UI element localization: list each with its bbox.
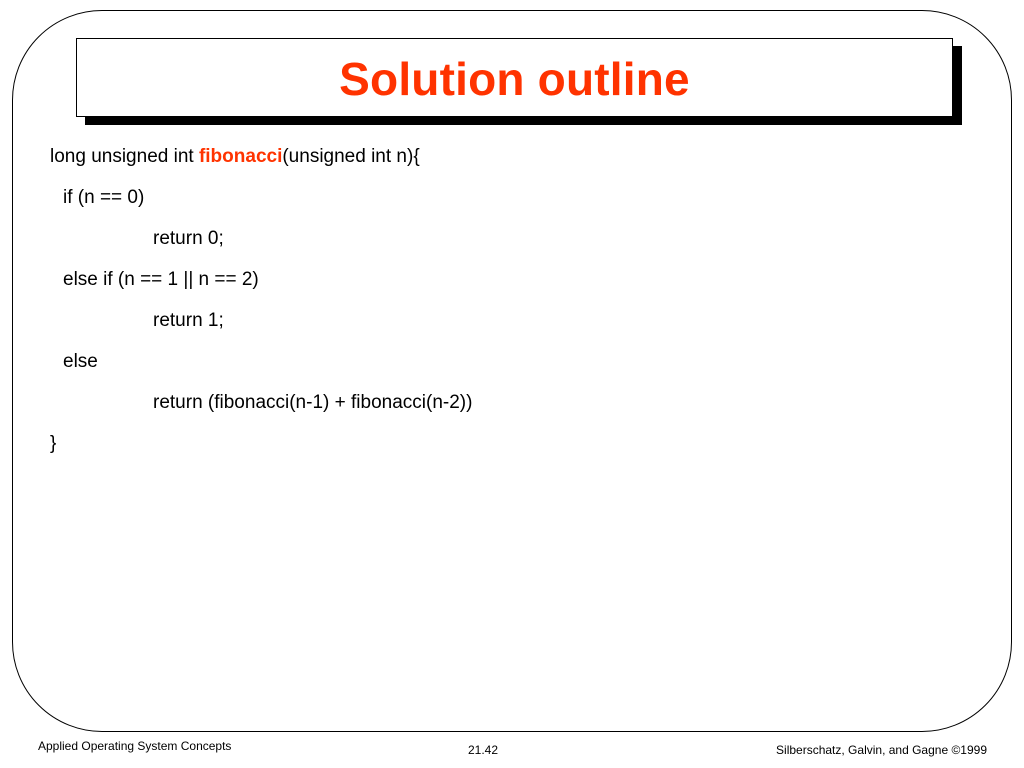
code-block [50, 140, 950, 468]
title-box [76, 38, 953, 117]
code-line-return-recursive: return (fibonacci(n-1) + fibonacci(n-2)) [153, 392, 473, 413]
slide-title: Solution outline [339, 52, 690, 105]
code-line-signature [50, 140, 950, 181]
footer-page-number: 21.42 [468, 743, 499, 757]
code-line-return-0: return 0; [153, 228, 224, 249]
code-line-close-brace: } [50, 433, 57, 454]
footer-book-title: Applied Operating System Concepts [38, 739, 232, 753]
signature-suffix: (unsigned int n){ [282, 146, 420, 167]
code-line-else-if: else if (n == 1 || n == 2) [63, 269, 259, 290]
code-line-else: else [63, 351, 98, 372]
code-line-return-1: return 1; [153, 310, 224, 331]
signature-prefix: long unsigned int [50, 146, 199, 167]
footer-authors: Silberschatz, Galvin, and Gagne ©1999 [776, 743, 987, 757]
function-name: fibonacci [198, 146, 283, 167]
code-line-if: if (n == 0) [63, 187, 145, 208]
